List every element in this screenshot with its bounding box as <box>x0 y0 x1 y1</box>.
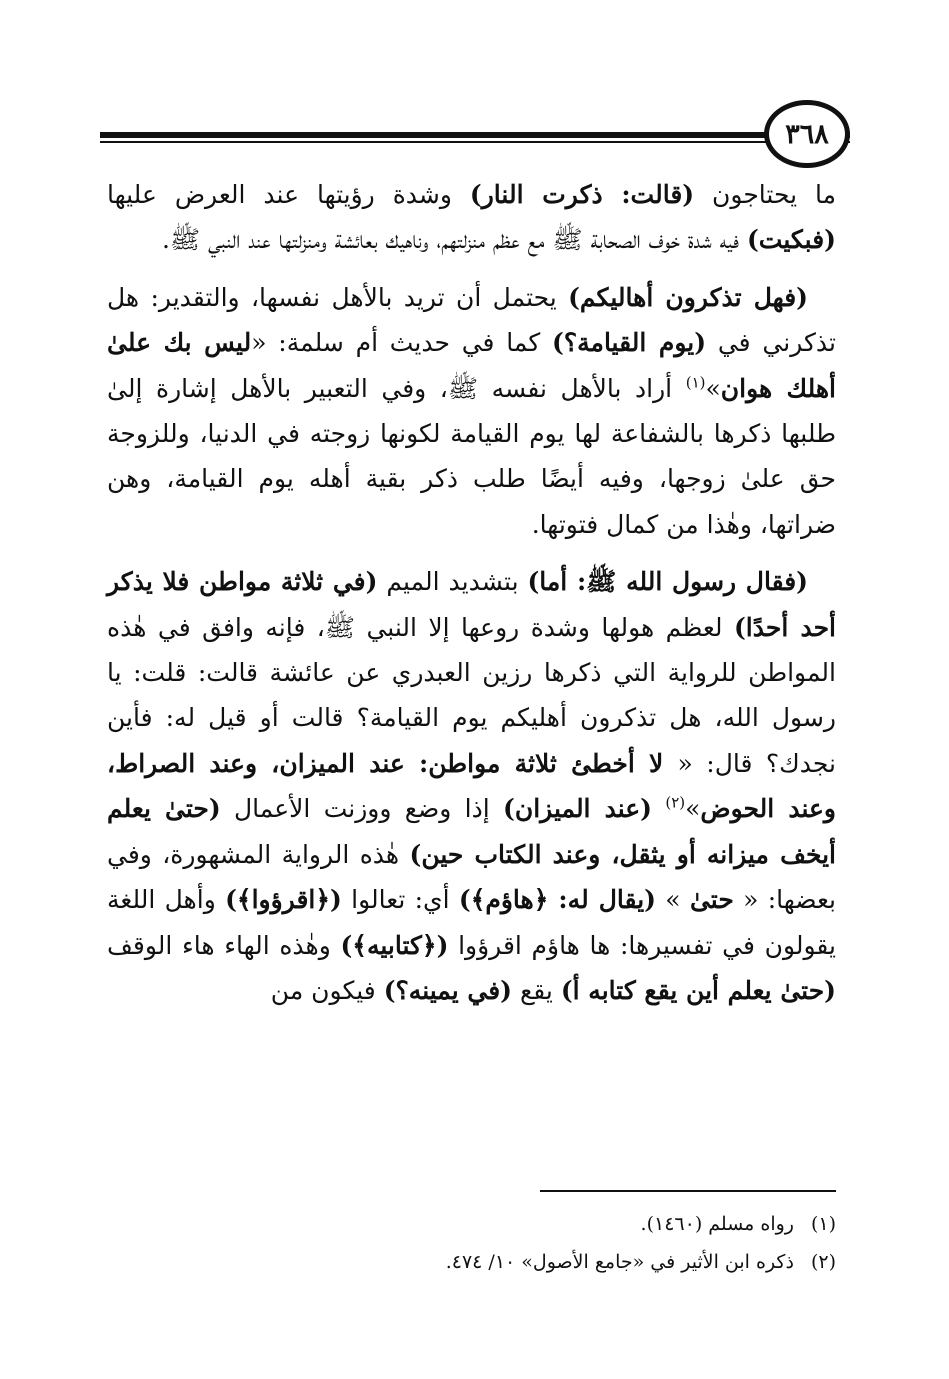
text-run: فيكون من <box>270 975 384 1005</box>
text-run: وهٰذه الهاء هاء الوقف <box>107 930 341 960</box>
bold-phrase: (في يمينه؟) <box>383 975 513 1005</box>
text-run: » <box>655 885 690 915</box>
footnote-1 <box>107 1205 836 1243</box>
footnotes <box>107 1205 836 1281</box>
bold-phrase: (حتىٰ يعلم أين يقع كتابه أ) <box>560 975 836 1005</box>
text-run: أي: تعالوا <box>341 885 459 915</box>
bold-phrase: (في ثلاثة مواطن فلا يذكر أحد أحدًا) <box>107 567 836 642</box>
text-run: يحتمل أن تريد بالأهل نفسها، والتقدير: هل تذكرني في <box>107 282 836 358</box>
page-number-badge <box>764 100 850 168</box>
footnote-2 <box>107 1243 836 1281</box>
bold-phrase: (فبكيت) <box>746 225 836 255</box>
text-run: » <box>685 794 701 824</box>
footnote-number: (١) <box>810 1213 836 1235</box>
bold-phrase: (فهل تذكرون أهاليكم) <box>568 282 808 312</box>
bold-phrase: (﴿اقرؤوا﴾) <box>225 885 342 915</box>
paragraph-1 <box>107 172 836 263</box>
paragraph-3 <box>107 559 836 1013</box>
bold-phrase: لا أخطئ ثلاثة مواطن: عند الميزان، وعند الصراط، وعند الحوض <box>107 748 836 824</box>
page-number: ٣٦٨ <box>785 118 829 150</box>
bold-phrase: (فقال رسول الله ﷺ: أما) <box>527 567 808 597</box>
footnote-reference: (١) <box>685 373 706 392</box>
text-run: وأهل اللغة يقولون في تفسيرها: ها هاؤم اقرؤوا <box>107 885 836 960</box>
text-run: لعظم هولها وشدة روعها إلا النبي ﷺ، فإنه وافق في هٰذه المواطن للرواية التي ذكرها رزين العبدري عن عائشة قالت: قلت: يا رسول الله، هل تذكرون أهليكم يوم القيامة؟ قالت أو قيل له: فأين نجدك؟ قال: « <box>107 612 836 778</box>
text-run: أراد بالأهل نفسه ﷺ، وفي التعبير بالأهل إشارة إلىٰ طلبها ذكرها بالشفاعة لها يوم القيامة لكونها زوجته في الدنيا، وللزوجة حق علىٰ زوجها، وفيه أيضًا طلب ذكر بقية أهله يوم القيامة، وهن ضراتها، وهٰذا من كمال فتوتها. <box>107 373 836 539</box>
text-run: ما يحتاجون <box>694 180 837 209</box>
text-run: هٰذه الرواية المشهورة، وفي بعضها: « <box>107 839 836 915</box>
text-run <box>652 794 665 823</box>
bold-phrase: (حتىٰ يعلم أيخف ميزانه أو يثقل، وعند الكتاب حين) <box>107 794 836 869</box>
text-run: بتشديد الميم <box>377 567 528 597</box>
bold-phrase: (قالت: ذكرت النار) <box>469 180 695 209</box>
bold-phrase: ليس بك علىٰ أهلك هوان <box>107 328 836 403</box>
footnote-text: ذكره ابن الأثير في «جامع الأصول» ١٠/ ٤٧٤. <box>445 1251 794 1273</box>
header-rule-thick <box>100 132 850 138</box>
text-run: يقع <box>512 975 561 1005</box>
text-run: كما في حديث أم سلمة: « <box>251 328 553 358</box>
header-rule <box>100 132 850 146</box>
footnote-text: رواه مسلم (١٤٦٠). <box>640 1213 794 1235</box>
footnote-number: (٢) <box>810 1251 836 1273</box>
text-run: فيه شدة خوف الصحابة ﷺ مع عظم منزلتهم، وناهيك بعائشة ومنزلتها عند النبي ﷺ. <box>161 225 747 255</box>
text-run: وشدة رؤيتها عند العرض عليها <box>107 180 470 209</box>
bold-phrase: (﴿كتابيه﴾) <box>340 930 449 960</box>
page-header <box>100 98 850 178</box>
header-rule-thin <box>100 141 850 143</box>
text-run: إذا وضع ووزنت الأعمال <box>220 794 504 824</box>
text-run: » <box>705 373 721 403</box>
bold-phrase: حتىٰ <box>689 885 734 915</box>
footnote-reference: (٢) <box>665 793 686 812</box>
bold-phrase: (يقال له: ﴿هاؤم﴾) <box>458 885 656 915</box>
bold-phrase: (يوم القيامة؟) <box>552 328 707 358</box>
body-text <box>107 172 836 1013</box>
paragraph-2 <box>107 275 836 547</box>
bold-phrase: (عند الميزان) <box>503 794 652 824</box>
footnote-separator <box>540 1190 836 1192</box>
